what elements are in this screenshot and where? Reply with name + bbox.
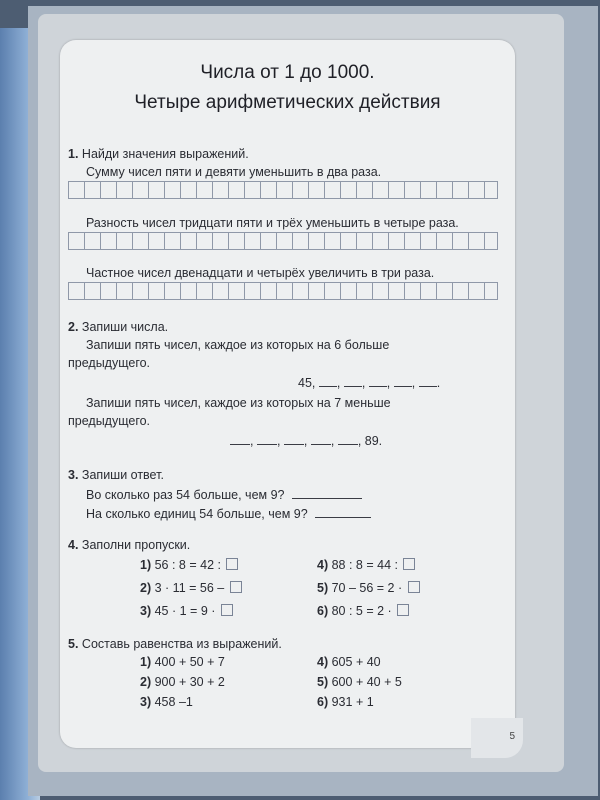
task-5-item-2 — [140, 675, 225, 689]
task-1-heading — [68, 147, 249, 161]
answer-blank[interactable] — [284, 433, 304, 445]
task-4-item-3 — [140, 604, 233, 618]
answer-box[interactable] — [226, 558, 238, 570]
task-3-question-2 — [86, 506, 371, 521]
answer-grid-3[interactable] — [68, 282, 498, 300]
sequence-increasing: 45, , , , , . — [298, 376, 441, 390]
task-1-heading-text: Найди значения выражений. — [81, 147, 249, 161]
task-4-number: 4. — [68, 538, 79, 552]
answer-blank[interactable] — [311, 433, 331, 445]
task-4-heading — [68, 538, 190, 552]
task-3-number: 3. — [68, 468, 79, 482]
task-3-question-2-text: На сколько единиц 54 больше, чем 9? — [86, 507, 308, 521]
answer-blank[interactable] — [257, 433, 277, 445]
task-2-part-1-line-1: Запиши пять чисел, каждое из которых на 6 больше — [86, 338, 390, 352]
item-expression: 600 + 40 + 5 — [331, 675, 402, 689]
task-5-heading-text: Составь равенства из выражений. — [81, 637, 282, 651]
task-5-item-6 — [317, 695, 374, 709]
sequence-end-value: 89. — [364, 434, 383, 448]
page-number: 5 — [509, 731, 515, 742]
task-2-part-2-line-1: Запиши пять чисел, каждое из которых на 7 меньше — [86, 396, 391, 410]
answer-blank[interactable] — [230, 433, 250, 445]
task-4-item-1 — [140, 558, 238, 572]
item-number: 3) — [140, 604, 152, 618]
answer-line-2[interactable] — [315, 506, 371, 518]
task-4-heading-text: Заполни пропуски. — [81, 538, 191, 552]
item-number: 5) — [317, 581, 329, 595]
item-number: 2) — [140, 581, 152, 595]
answer-grid-1[interactable] — [68, 181, 498, 199]
task-5-item-3 — [140, 695, 193, 709]
page-title-line-2: Четыре арифметических действия — [134, 92, 441, 113]
sequence-start-value: 45, — [298, 376, 316, 390]
item-expression: 458 –1 — [154, 695, 193, 709]
answer-box[interactable] — [230, 581, 242, 593]
task-2-number: 2. — [68, 320, 79, 334]
item-number: 6) — [317, 604, 329, 618]
task-4-item-6 — [317, 604, 409, 618]
answer-box[interactable] — [397, 604, 409, 616]
item-number: 2) — [140, 675, 152, 689]
answer-blank[interactable] — [419, 375, 437, 387]
answer-blank[interactable] — [338, 433, 358, 445]
item-number: 3) — [140, 695, 152, 709]
answer-line-1[interactable] — [292, 487, 362, 499]
answer-blank[interactable] — [369, 375, 387, 387]
answer-box[interactable] — [403, 558, 415, 570]
task-1-item-2: Разность чисел тридцати пяти и трёх уменьшить в четыре раза. — [86, 216, 459, 230]
item-number: 4) — [317, 655, 329, 669]
answer-box[interactable] — [408, 581, 420, 593]
page-title-line-1: Числа от 1 до 1000. — [200, 62, 375, 83]
item-number: 1) — [140, 558, 152, 572]
task-1-item-1: Сумму чисел пяти и девяти уменьшить в два раза. — [86, 165, 382, 179]
task-5-item-4 — [317, 655, 381, 669]
task-3-heading-text: Запиши ответ. — [81, 468, 164, 482]
answer-blank[interactable] — [394, 375, 412, 387]
item-expression: 400 + 50 + 7 — [154, 655, 225, 669]
sequence-decreasing: , , , , , 89. — [230, 433, 382, 448]
item-expression: 605 + 40 — [331, 655, 381, 669]
item-expression: 88 : 8 = 44 : — [331, 558, 398, 572]
item-number: 1) — [140, 655, 152, 669]
item-number: 6) — [317, 695, 329, 709]
item-number: 4) — [317, 558, 329, 572]
answer-blank[interactable] — [319, 375, 337, 387]
item-expression: 931 + 1 — [331, 695, 374, 709]
task-4-item-2 — [140, 581, 242, 595]
task-5-item-5 — [317, 675, 402, 689]
task-3-heading — [68, 468, 164, 482]
item-expression: 900 + 30 + 2 — [154, 675, 225, 689]
item-expression: 80 : 5 = 2 · — [331, 604, 392, 618]
answer-grid-2[interactable] — [68, 232, 498, 250]
answer-box[interactable] — [221, 604, 233, 616]
task-5-item-1 — [140, 655, 225, 669]
task-5-heading — [68, 637, 282, 651]
item-expression: 3 · 11 = 56 – — [154, 581, 225, 595]
answer-blank[interactable] — [344, 375, 362, 387]
item-expression: 70 – 56 = 2 · — [331, 581, 403, 595]
task-2-heading-text: Запиши числа. — [81, 320, 169, 334]
task-1-number: 1. — [68, 147, 79, 161]
task-4-item-4 — [317, 558, 415, 572]
task-3-question-1 — [86, 487, 362, 502]
task-2-heading — [68, 320, 168, 334]
task-3-question-1-text: Во сколько раз 54 больше, чем 9? — [86, 488, 285, 502]
task-2-part-2-line-2: предыдущего. — [68, 414, 151, 428]
task-1-item-3: Частное чисел двенадцати и четырёх увеличить в три раза. — [86, 266, 435, 280]
task-2-part-1-line-2: предыдущего. — [68, 356, 151, 370]
item-expression: 56 : 8 = 42 : — [154, 558, 221, 572]
item-number: 5) — [317, 675, 329, 689]
page-corner — [471, 718, 523, 758]
task-5-number: 5. — [68, 637, 79, 651]
item-expression: 45 · 1 = 9 · — [154, 604, 216, 618]
worksheet-page — [60, 40, 515, 748]
task-4-item-5 — [317, 581, 420, 595]
